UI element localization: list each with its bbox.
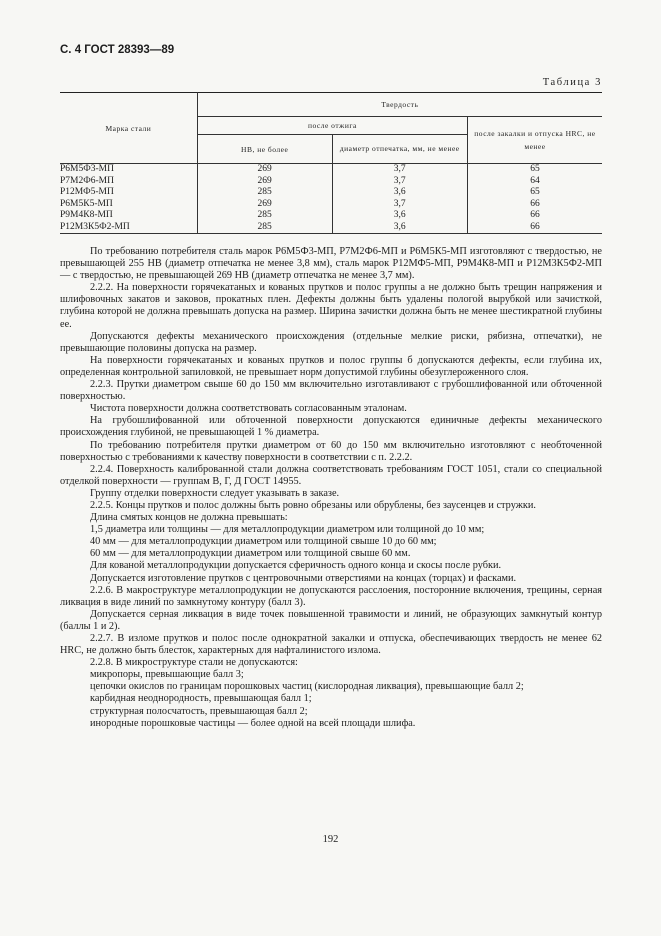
cell-hrc: 66 (467, 222, 602, 234)
cell-hb: 285 (197, 222, 332, 234)
paragraph: По требованию потребителя сталь марок Р6М5Ф3-МП, Р7М2Ф6-МП и Р6М5К5-МП изготовляют с твердостью, не превышающей 255 НВ (диаметр отпечатка не менее 3,8 мм), сталь марок Р12МФ5-МП, Р9М4К8-МП и Р12М3К5Ф2-МП — с твердостью, не превышающей 269 НВ (диаметр отпечатка не менее 3,7 мм). (60, 246, 602, 282)
table-row (60, 187, 602, 199)
cell-grade: Р6М5К5-МП (60, 198, 113, 209)
document-page (60, 38, 602, 730)
cell-hb: 269 (197, 199, 332, 211)
paragraph-2-2-6: 2.2.6. В макроструктуре металлопродукции не допускаются расслоения, посторонние включения, трещины, серная ликвация в виде линий по замкнутому контуру (балл 3). (60, 584, 602, 608)
cell-hrc: 65 (467, 187, 602, 199)
paragraph: Допускаются дефекты механического происхождения (отдельные мелкие риски, рябизна, отпечатки), не превышающие половины допуска на размер. (60, 330, 602, 354)
list-item: инородные порошковые частицы — более одной на всей площади шлифа. (90, 717, 416, 729)
header-steel-grade: Марка стали (60, 93, 197, 164)
paragraph: Длина смятых концов не должна превышать: (90, 512, 288, 524)
paragraph: Чистота поверхности должна соответствовать согласованным эталонам. (90, 403, 407, 415)
table-row (60, 176, 602, 188)
cell-diameter: 3,6 (332, 222, 467, 234)
list-item: структурная полосчатость, превышающая балл 2; (90, 705, 308, 717)
cell-diameter: 3,7 (332, 176, 467, 188)
paragraph: Для кованой металлопродукции допускается сферичность одного конца и скосы после рубки. (90, 560, 502, 572)
table-row (60, 164, 602, 176)
cell-hrc: 66 (467, 199, 602, 211)
cell-hrc: 65 (467, 164, 602, 176)
cell-diameter: 3,7 (332, 199, 467, 211)
paragraph-2-2-5: 2.2.5. Концы прутков и полос должны быть ровно обрезаны или обрублены, без заусенцев и стружки. (90, 499, 536, 511)
cell-hb: 269 (197, 176, 332, 188)
header-hardness: Твердость (197, 93, 602, 117)
cell-grade: Р12МФ5-МП (60, 187, 114, 197)
header-diameter: диаметр отпечатка, мм, не менее (332, 135, 467, 164)
cell-hb: 269 (197, 164, 332, 176)
header-after-annealing: после отжига (197, 117, 467, 135)
table-row (60, 222, 602, 234)
paragraph: На поверхности горячекатаных и кованых прутков и полос группы б допускаются дефекты, если глубина их, определенная контрольной запиловкой, не превышает норм допустимой глубины обезуглероженного слоя. (60, 354, 602, 378)
cell-hb: 285 (197, 187, 332, 199)
table-row (60, 210, 602, 222)
header-hb: НВ, не более (197, 135, 332, 164)
paragraph-2-2-2: 2.2.2. На поверхности горячекатаных и кованых прутков и полос группы а не должно быть трещин напряжения и шлифовочных закатов и заковов, прокатных плен. Дефекты должны быть удалены пологой вырубкой или зачисткой, глубина которой не должна превышать допуска на размер. Ширина зачистки должна быть не менее шестикратной глубины ее. (60, 282, 602, 330)
cell-diameter: 3,6 (332, 210, 467, 222)
paragraph: Группу отделки поверхности следует указывать в заказе. (90, 487, 340, 499)
paragraph-2-2-3: 2.2.3. Прутки диаметром свыше 60 до 150 мм включительно изготавливают с грубошлифованной или обточенной поверхностью. (60, 379, 602, 403)
cell-diameter: 3,7 (332, 164, 467, 176)
list-item: 60 мм — для металлопродукции диаметром или толщиной свыше 60 мм. (90, 548, 411, 560)
cell-hrc: 64 (467, 176, 602, 188)
paragraph-2-2-4: 2.2.4. Поверхность калиброванной стали должна соответствовать требованиям ГОСТ 1051, стали со специальной отделкой поверхности — группам В, Г, Д ГОСТ 14955. (60, 463, 602, 487)
body-text (60, 246, 602, 730)
paragraph: На грубошлифованной или обточенной поверхности допускаются единичные дефекты механического происхождения глубиной, не превышающей 1 % диаметра. (60, 415, 602, 439)
cell-grade: Р9М4К8-МП (60, 210, 113, 220)
list-item: цепочки окислов по границам порошковых частиц (кислородная ликвация), превышающие балл 2; (90, 681, 524, 693)
table-row (60, 199, 602, 211)
paragraph: Допускается изготовление прутков с центровочными отверстиями на концах (торцах) и фасками. (90, 572, 517, 584)
list-item: карбидная неоднородность, превышающая балл 1; (90, 693, 312, 705)
cell-diameter: 3,6 (332, 187, 467, 199)
cell-grade: Р6М5Ф3-МП (60, 164, 114, 174)
list-item: микропоры, превышающие балл 3; (90, 669, 244, 681)
hardness-table (60, 92, 602, 234)
header-after-quench: после закалки и отпуска НRC, не менее (467, 117, 602, 164)
paragraph: По требованию потребителя прутки диаметром от 60 до 150 мм включительно изготовляют с необточенной поверхностью с требованиями к качеству поверхности в соответствии с п. 2.2.2. (60, 439, 602, 463)
table-label: Таблица 3 (542, 77, 602, 88)
paragraph-2-2-8: 2.2.8. В микроструктуре стали не допускаются: (90, 657, 298, 669)
page-number: 192 (322, 834, 339, 845)
cell-hb: 285 (197, 210, 332, 222)
list-item: 40 мм — для металлопродукции диаметром или толщиной свыше 10 до 60 мм; (90, 536, 437, 548)
cell-hrc: 66 (467, 210, 602, 222)
cell-grade: Р7М2Ф6-МП (60, 175, 114, 186)
paragraph: Допускается серная ликвация в виде точек повышенной травимости и линий, не образующих замкнутый контур (баллы 1 и 2). (60, 608, 602, 632)
list-item: 1,5 диаметра или толщины — для металлопродукции диаметром или толщиной до 10 мм; (90, 524, 485, 536)
cell-grade: Р12М3К5Ф2-МП (60, 222, 197, 234)
paragraph-2-2-7: 2.2.7. В изломе прутков и полос после однократной закалки и отпуска, обеспечивающих твердость не менее 62 НRC, не должно быть блесток, характерных для нафталинистого излома. (60, 633, 602, 657)
page-header: С. 4 ГОСТ 28393—89 (60, 44, 175, 56)
